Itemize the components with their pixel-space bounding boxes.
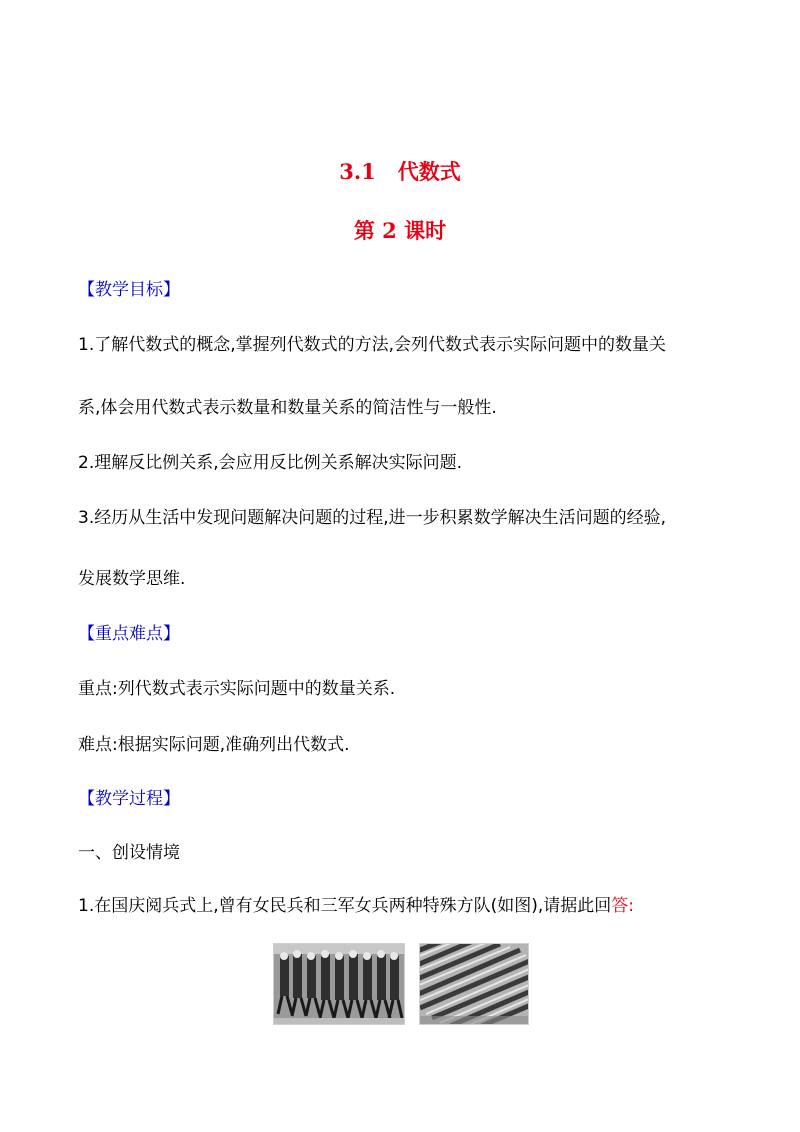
objectives-heading: 【教学目标】 [78,280,180,300]
question-1 [78,894,634,918]
difficulty-point: 难点:根据实际问题,准确列出代数式. [78,735,350,755]
lesson-subtitle: 第 2 课时 [353,218,447,243]
section-topic: 代数式 [397,159,461,184]
objective-3-line-1: 3.经历从生活中发现问题解决问题的过程,进一步积累数学解决生活问题的经验, [78,508,667,528]
objective-1-line-2: 系,体会用代数式表示数量和数量关系的简洁性与一般性. [78,398,497,418]
page-title [0,158,800,186]
objective-2: 2.理解反比例关系,会应用反比例关系解决实际问题. [78,453,463,473]
question-1-text: 1.在国庆阅兵式上,曾有女民兵和三军女兵两种特殊方队(如图),请据此回 [78,896,612,916]
parade-photo-militia [273,943,405,1025]
step-1-heading: 一、创设情境 [78,843,180,863]
key-points-heading: 【重点难点】 [78,624,180,644]
objective-1-line-1: 1.了解代数式的概念,掌握列代数式的方法,会列代数式表示实际问题中的数量关 [78,335,667,355]
section-number: 3.1 [339,159,376,184]
process-heading: 【教学过程】 [78,789,180,809]
question-1-answer-label: 答: [611,896,635,916]
parade-photo-servicewomen [419,943,529,1025]
focus-point: 重点:列代数式表示实际问题中的数量关系. [78,679,396,699]
objective-3-line-2: 发展数学思维. [78,569,186,589]
